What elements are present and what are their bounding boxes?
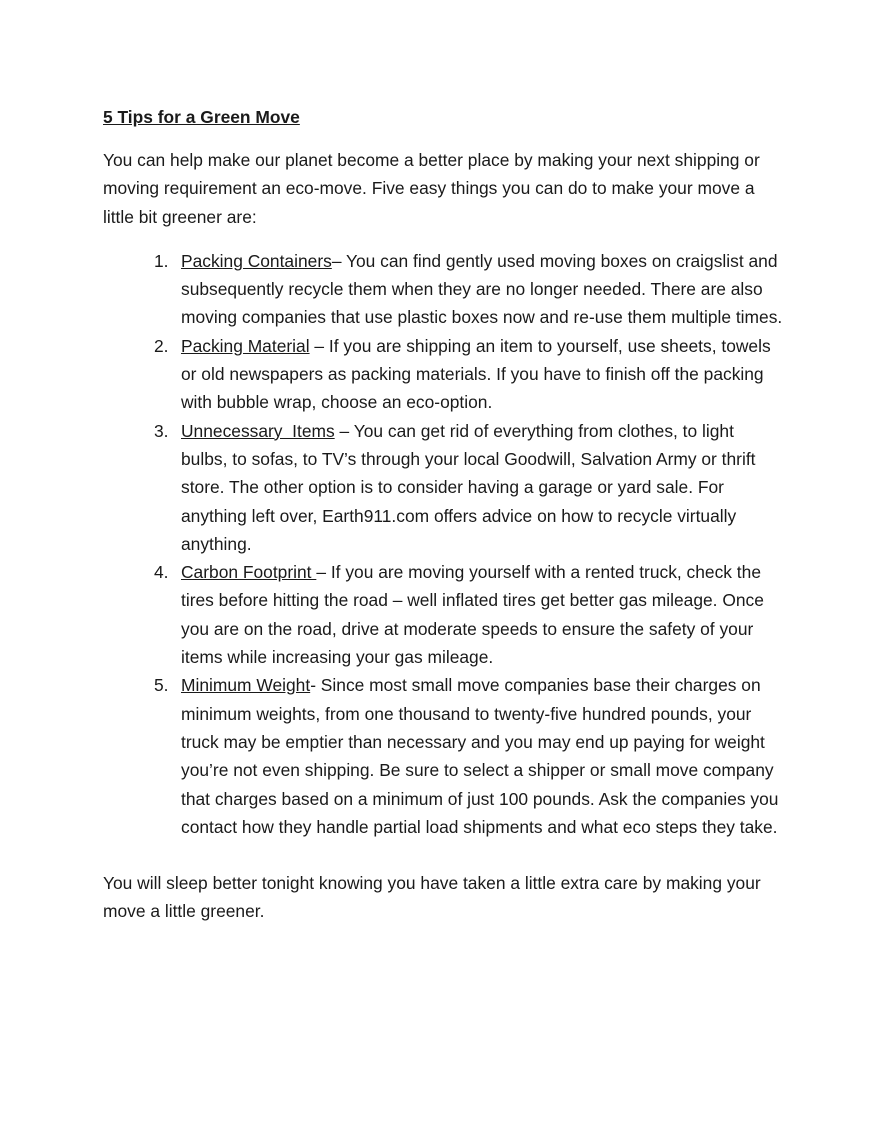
tip-number: 1. (154, 250, 169, 271)
tip-body: - Since most small move companies base their charges on minimum weights, from one thousand to twenty-five hundred pounds, your truck may be emptier than necessary and you may end up paying for weight you’re not even shipping. Be sure to select a shipper or small move company that charges based on a minimum of just 100 pounds. Ask the companies you contact how they handle partial load shipments and what eco steps they take. (181, 675, 779, 837)
tip-item (103, 332, 783, 417)
tip-item (103, 558, 783, 671)
tip-item (103, 247, 783, 332)
tip-item (103, 417, 783, 558)
tip-number: 2. (154, 335, 169, 356)
tip-number: 3. (154, 420, 169, 441)
tip-heading: Carbon Footprint (181, 562, 317, 583)
tip-heading: Unnecessary Items (181, 420, 335, 441)
tip-heading: Minimum Weight (181, 675, 311, 696)
document-body (103, 103, 783, 926)
tip-item (103, 671, 783, 841)
closing-paragraph: You will sleep better tonight knowing you have taken a little extra care by making your move a little greener. (103, 873, 761, 922)
tip-body: – If you are moving yourself with a rented truck, check the tires before hitting the road – well inflated tires get better gas mileage. Once you are on the road, drive at moderate speeds to ensure the safety of your items while increasing your gas mileage. (181, 562, 764, 668)
intro-paragraph: You can help make our planet become a better place by making your next shipping or moving requirement an eco-move. Five easy things you can do to make your move a little bit greener are: (103, 150, 760, 227)
tip-body: – If you are shipping an item to yourself, use sheets, towels or old newspapers as packing materials. If you have to finish off the packing with bubble wrap, choose an eco-option. (181, 335, 771, 413)
document-title: 5 Tips for a Green Move (103, 107, 300, 127)
tip-heading: Packing Material (181, 335, 310, 356)
tip-body: – You can get rid of everything from clothes, to light bulbs, to sofas, to TV’s through your local Goodwill, Salvation Army or thrift store. The other option is to consider having a garage or yard sale. For anything left over, Earth911.com offers advice on how to recycle virtually anything. (181, 420, 756, 554)
tip-body: – You can find gently used moving boxes on craigslist and subsequently recycle them when they are no longer needed. There are also moving companies that use plastic boxes now and re-use them multiple times. (181, 250, 783, 328)
tip-number: 4. (154, 562, 169, 583)
tip-heading: Packing Containers (181, 250, 332, 271)
tips-list (103, 247, 783, 841)
tip-number: 5. (154, 675, 169, 696)
